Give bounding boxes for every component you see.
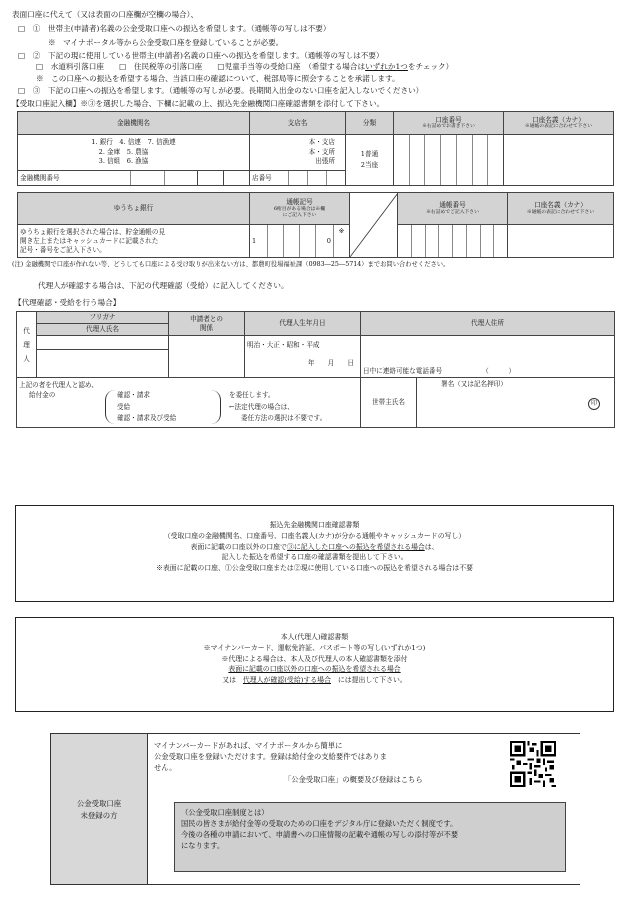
holder-hint: ※通帳の表記に合わせて下さい xyxy=(524,124,593,130)
yucho-holder-title: 口座名義（カナ） xyxy=(534,201,587,210)
intro-line: 表面口座に代えて（又は表面の口座欄が空欄の場合）、 xyxy=(12,10,199,19)
yucho-symbol-title: 通帳記号 xyxy=(286,198,313,207)
yucho-table xyxy=(17,192,614,258)
address-input[interactable] xyxy=(361,336,615,378)
contact-note: (注) 金融機関で口座が作れない等、どうしても口座による受け取りが出来ない方は、都農町役場福祉課（0983―25―5714）までお問い合わせください。 xyxy=(12,261,450,268)
option-3-checkbox[interactable]: □ ③ 下記の口座への振込を希望します。（通帳等の写しが必要。長期間入出金のない口座を記入しないでください） xyxy=(18,86,424,95)
householder-label: 世帯主氏名 xyxy=(361,378,417,428)
pa-text3: せん。 xyxy=(154,763,177,772)
id-doc-line4: 又は 代理人が確認(受給)する場合 には提出して下さい。 xyxy=(222,676,407,685)
diagonal-cell xyxy=(350,193,398,258)
option-2-note: ※ この口座への振込を希望する場合、当該口座の確認について、税部局等に照会することを承諾します。 xyxy=(36,74,400,83)
account-number-header xyxy=(394,112,504,135)
phone-input[interactable]: （ ） xyxy=(482,366,516,375)
account-number-input[interactable] xyxy=(394,135,504,186)
yucho-number-input[interactable] xyxy=(398,225,508,258)
yucho-symbol-digit1: 1 xyxy=(250,225,268,257)
bank-doc-line1: （受取口座の金融機関名、口座番号、口座名義人(カナ)が分かる通帳やキャッシュカードの写し） xyxy=(163,531,466,540)
yucho-star: ※ xyxy=(338,227,345,235)
pa-text2: 公金受取口座を登録いただけます。登録は給付金の支給要件ではありま xyxy=(154,752,387,761)
account-number-title: 口座番号 xyxy=(435,115,462,124)
holder-header xyxy=(504,112,614,135)
bank-types-line1: 1. 銀行 4. 信連 7. 信漁連 xyxy=(91,138,176,147)
bank-account-table xyxy=(17,111,614,186)
birth-header: 代理人生年月日 xyxy=(245,312,361,336)
phone-label: 日中に連絡可能な電話番号 xyxy=(363,366,443,375)
holder-title: 口座名義（カナ） xyxy=(532,115,585,124)
bank-doc-line4: ※表面に記載の口座、①公金受取口座または②現に使用している口座への振込を希望される場合は不要 xyxy=(156,564,473,573)
pa-text1: マイナンバーカードがあれば、マイナポータルから簡単に xyxy=(154,741,343,750)
furigana-input[interactable] xyxy=(37,336,169,350)
yucho-holder-header xyxy=(508,193,614,225)
relation-header xyxy=(169,312,245,336)
info-line2: 今後の各種の申請において、申請書への口座情報の記載や通帳の写しの添付等が不要 xyxy=(181,830,459,839)
public-account-text xyxy=(154,740,509,785)
branch-code-input[interactable] xyxy=(250,171,346,186)
delegation-remark1: を委任します。 xyxy=(229,391,275,399)
account-class-options[interactable] xyxy=(346,135,394,186)
relation-input[interactable] xyxy=(169,336,245,378)
agent-side-3: 人 xyxy=(23,354,30,363)
info-line1: 国民の皆さまが給付金等の受取のための口座をデジタル庁に登録いただく制度です。 xyxy=(181,819,458,828)
public-account-info xyxy=(174,802,566,872)
qr-code-icon[interactable] xyxy=(510,741,556,791)
info-line3: になります。 xyxy=(181,841,225,850)
branch-options[interactable] xyxy=(250,135,346,171)
agent-side-1: 代 xyxy=(23,326,30,335)
yucho-holder-input[interactable] xyxy=(508,225,614,258)
info-title: （公金受取口座制度とは） xyxy=(181,808,269,817)
yucho-number-hint: ※右詰めでご記入下さい xyxy=(426,209,479,215)
bank-doc-title: 振込先金融機関口座確認書類 xyxy=(269,521,360,529)
holder-name-input[interactable] xyxy=(504,135,614,186)
option-1-note: ※ マイナポータル等から公金受取口座を登録していることが必要。 xyxy=(48,38,284,47)
agent-side-2: 理 xyxy=(23,340,30,349)
householder-signature[interactable] xyxy=(417,378,615,428)
yucho-number-title: 通帳番号 xyxy=(439,201,466,210)
delegation-option-3[interactable]: 確認・請求及び受給 xyxy=(117,414,177,422)
birth-eras: 明治・大正・昭和・平成 xyxy=(247,341,320,349)
yucho-symbol-header xyxy=(250,193,350,225)
delegation-remarks xyxy=(229,390,326,425)
address-header: 代理人住所 xyxy=(361,312,615,336)
relation-title1: 申請者との xyxy=(190,315,223,324)
yucho-symbol-digit0: 0 xyxy=(316,225,334,257)
yucho-note3: 記号・番号をご記入下さい。 xyxy=(20,245,106,254)
signature-label: 署名（又は記名押印） xyxy=(441,380,507,388)
public-account-section xyxy=(50,733,580,885)
account-section-heading: 【受取口座記入欄】※③を選択した場合、下欄に記載の上、振込先金融機関口座確認書類を添付して下さい。 xyxy=(12,99,385,108)
bank-types-line2: 2. 金庫 5. 農協 xyxy=(98,147,149,156)
class-ordinary: 1普通 xyxy=(360,150,379,158)
class-current: 2当座 xyxy=(360,161,379,169)
birth-ymd: 年 月 日 xyxy=(307,359,354,367)
branch-header: 支店名 xyxy=(250,112,346,135)
pa-link-text[interactable]: 「公金受取口座」の概要及び登録はこちら xyxy=(284,775,423,784)
branch-opt2: 本・支所 xyxy=(308,147,335,156)
yucho-symbol-hint1: 6桁目がある場合は※欄 xyxy=(273,206,326,212)
seal-mark-icon: 印 xyxy=(588,398,600,410)
type-header: 分類 xyxy=(346,112,394,135)
delegation-options[interactable] xyxy=(117,390,176,425)
birth-input[interactable] xyxy=(245,336,361,378)
option-2-subchoices[interactable]: □ 水道料引落口座 □ 住民税等の引落口座 □児童手当等の受給口座 （希望する場合はいずれか1つをチェック） xyxy=(36,62,454,71)
yucho-header: ゆうちょ銀行 xyxy=(18,193,250,225)
id-doc-line1: ※マイナンバーカード、運転免許証、パスポート等の写し(いずれか1つ) xyxy=(203,643,426,652)
agent-table xyxy=(16,311,615,428)
agent-name-header: 代理人氏名 xyxy=(37,324,169,336)
id-doc-title: 本人(代理人)確認書類 xyxy=(280,633,349,641)
agent-intro: 代理人が確認する場合は、下記の代理確認（受給）に記入してください。 xyxy=(38,281,289,290)
bank-code-input[interactable] xyxy=(18,171,198,186)
delegation-remark2: ←法定代理の場合は、 xyxy=(229,402,294,411)
bank-doc-line2: 表面に記載の口座以外の口座で③に記入した口座への振込を希望される場合は、 xyxy=(190,542,439,551)
id-doc-line2: ※代理による場合は、本人及び代理人の本人確認書類を添付 xyxy=(221,654,408,663)
delegation-text1: 上記の者を代理人と認め、 xyxy=(19,381,98,389)
branch-opt3: 出張所 xyxy=(315,157,335,166)
public-account-label xyxy=(51,734,147,884)
delegation-cell xyxy=(17,378,361,428)
yucho-holder-hint: ※通帳の表記に合わせて下さい xyxy=(526,209,595,215)
bank-name-header: 金融機関名 xyxy=(18,112,250,135)
delegation-option-2[interactable]: 受給 xyxy=(117,402,131,411)
yucho-symbol-input[interactable] xyxy=(250,225,350,258)
agent-name-input[interactable] xyxy=(37,350,169,378)
option-2-checkbox[interactable]: □ ② 下記の現に使用している世帯主(申請者)名義の口座への振込を希望します。（通帳等の写しは不要） xyxy=(18,51,384,60)
delegation-option-1[interactable]: 確認・請求 xyxy=(117,391,150,399)
bank-doc-line3: 記入した振込を希望する口座の確認書類を提出して下さい。 xyxy=(221,553,408,562)
option-1-checkbox[interactable]: □ ① 世帯主(申請者)名義の公金受取口座への振込を希望します。（通帳等の写しは不要） xyxy=(18,24,331,33)
info-text xyxy=(181,807,458,851)
branch-opt1: 本・支店 xyxy=(308,138,335,147)
account-number-hint: ※右詰めでお書き下さい xyxy=(422,124,475,130)
public-account-content xyxy=(147,734,580,884)
bank-doc-box xyxy=(15,505,614,602)
agent-section-title: 【代理確認・受給を行う場合】 xyxy=(14,298,121,307)
yucho-note2: 開き左上またはキャッシュカードに記載された xyxy=(20,236,159,245)
bank-type-options[interactable] xyxy=(18,135,250,171)
yucho-instructions xyxy=(18,225,250,258)
delegation-text2: 給付金の xyxy=(29,391,56,399)
delegation-remark3: 委任方法の選択は不要です。 xyxy=(241,414,327,422)
branch-code-label: 店番号 xyxy=(252,174,272,182)
relation-title2: 関係 xyxy=(199,323,214,332)
yucho-symbol-hint2: にご記入下さい xyxy=(282,212,317,218)
yucho-note1: ゆうちょ銀行を選択された場合は、貯金通帳の見 xyxy=(20,227,166,236)
label-line1: 公金受取口座 xyxy=(76,799,122,808)
label-line2: 未登録の方 xyxy=(80,811,118,820)
bank-types-line3: 3. 信組 6. 漁協 xyxy=(98,157,149,166)
bank-code-label: 金融機関番号 xyxy=(20,174,60,182)
agent-side-label xyxy=(17,312,37,378)
id-doc-line3: 表面に記載の口座以外の口座への振込を希望される場合 xyxy=(228,665,401,674)
furigana-header: フリガナ xyxy=(37,312,169,324)
id-doc-box xyxy=(15,617,614,712)
yucho-number-header xyxy=(398,193,508,225)
